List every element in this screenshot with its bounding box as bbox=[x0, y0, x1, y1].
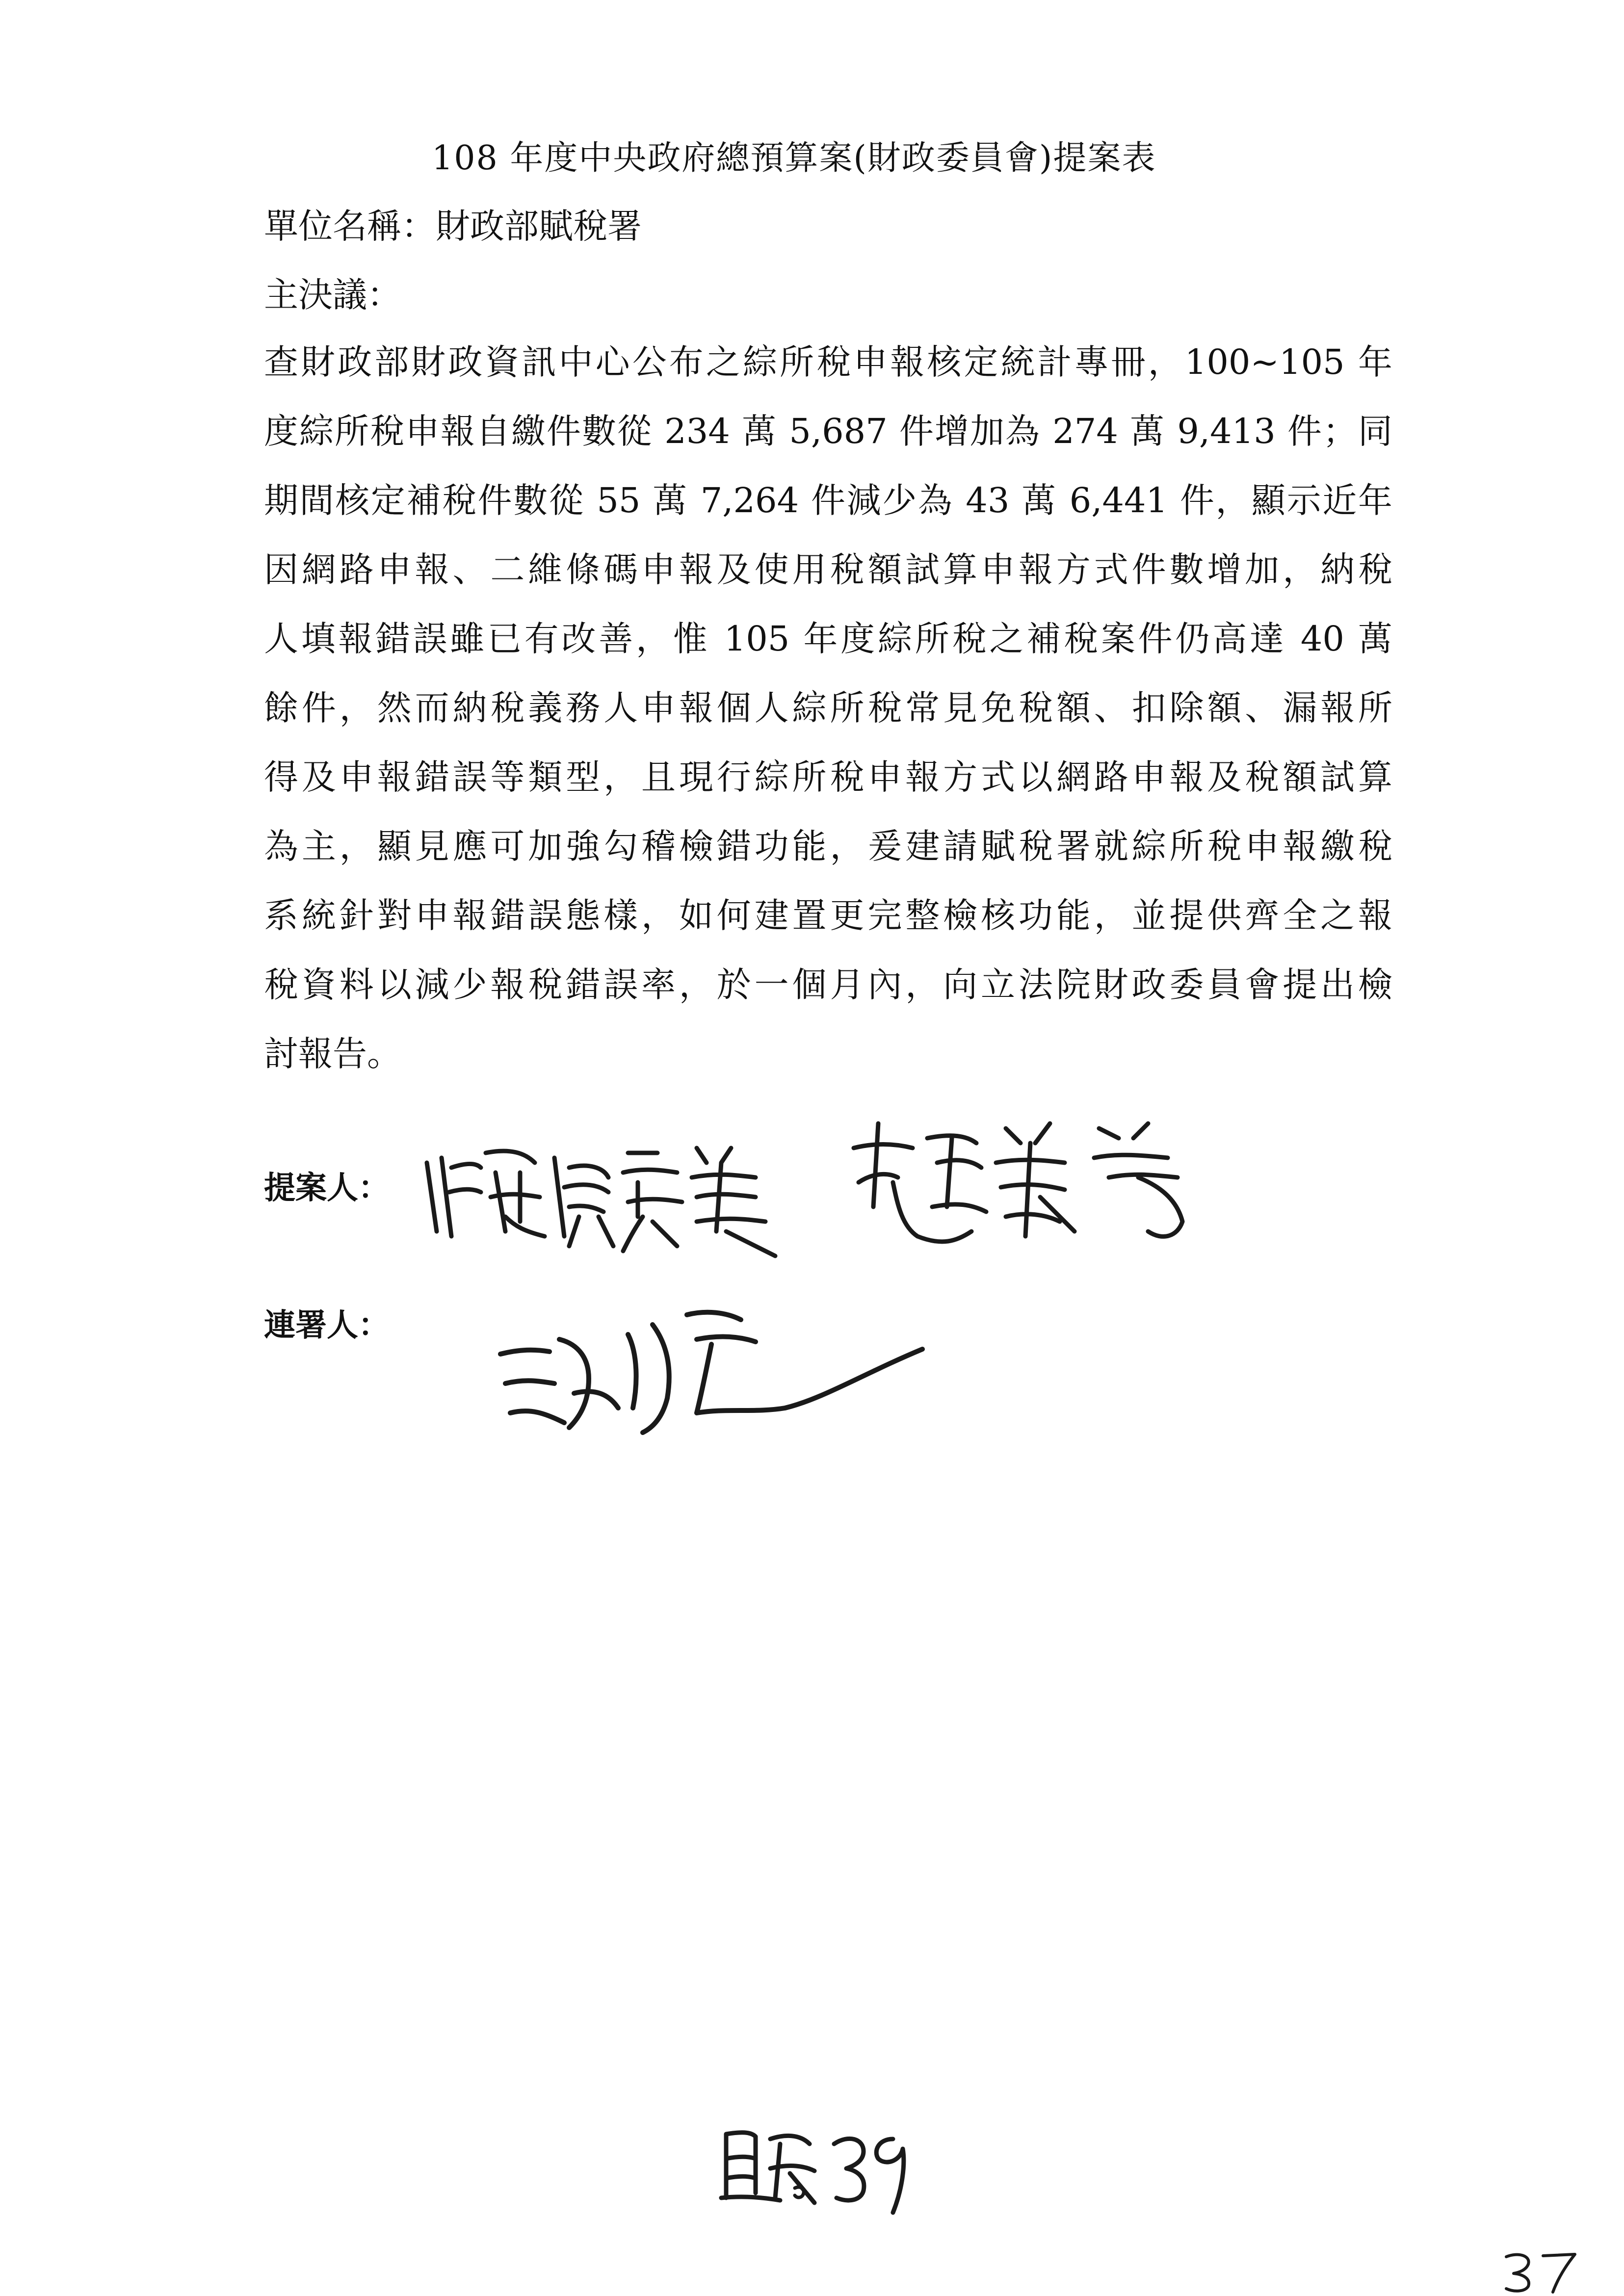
body-line: 稅資料以減少報稅錯誤率，於一個月內，向立法院財政委員會提出檢 bbox=[264, 965, 1392, 1005]
body-line: 人填報錯誤雖已有改善，惟 105 年度綜所稅之補稅案件仍高達 40 萬 bbox=[264, 619, 1392, 659]
body-line: 得及申報錯誤等類型，且現行綜所稅申報方式以網路申報及稅額試算 bbox=[264, 757, 1392, 797]
proposer-signature-2 bbox=[844, 1109, 1227, 1256]
body-line: 為主，顯見應可加強勾稽檢錯功能，爰建請賦稅署就綜所稅申報繳稅 bbox=[264, 826, 1392, 866]
resolution-body bbox=[264, 328, 1392, 1089]
body-line: 查財政部財政資訊中心公布之綜所稅申報核定統計專冊，100~105 年 bbox=[264, 342, 1392, 382]
body-line: 餘件，然而納稅義務人申報個人綜所稅常見免稅額、扣除額、漏報所 bbox=[264, 688, 1392, 728]
body-line: 因網路申報、二維條碼申報及使用稅額試算申報方式件數增加，納稅 bbox=[264, 549, 1392, 590]
cosigner-label: 連署人： bbox=[264, 1307, 390, 1344]
main-resolution-label: 主決議： bbox=[264, 275, 401, 315]
proposer-signature-1 bbox=[422, 1133, 795, 1261]
page-title: 108 年度中央政府總預算案(財政委員會)提案表 bbox=[432, 139, 1156, 178]
body-line: 期間核定補稅件數從 55 萬 7,264 件減少為 43 萬 6,441 件，顯示近年 bbox=[264, 480, 1392, 521]
page-number-handwriting bbox=[1496, 2247, 1590, 2294]
proposer-label: 提案人： bbox=[264, 1170, 390, 1206]
body-line: 討報告。 bbox=[264, 1034, 401, 1074]
body-line: 度綜所稅申報自繳件數從 234 萬 5,687 件增加為 274 萬 9,413 件；同 bbox=[264, 411, 1392, 451]
unit-name-line: 單位名稱：財政部賦稅署 bbox=[264, 206, 642, 246]
cosigner-signature bbox=[491, 1295, 932, 1462]
body-line: 系統針對申報錯誤態樣，如何建置更完整檢核功能，並提供齊全之報 bbox=[264, 895, 1392, 936]
stamp-number-handwriting bbox=[716, 2114, 927, 2218]
